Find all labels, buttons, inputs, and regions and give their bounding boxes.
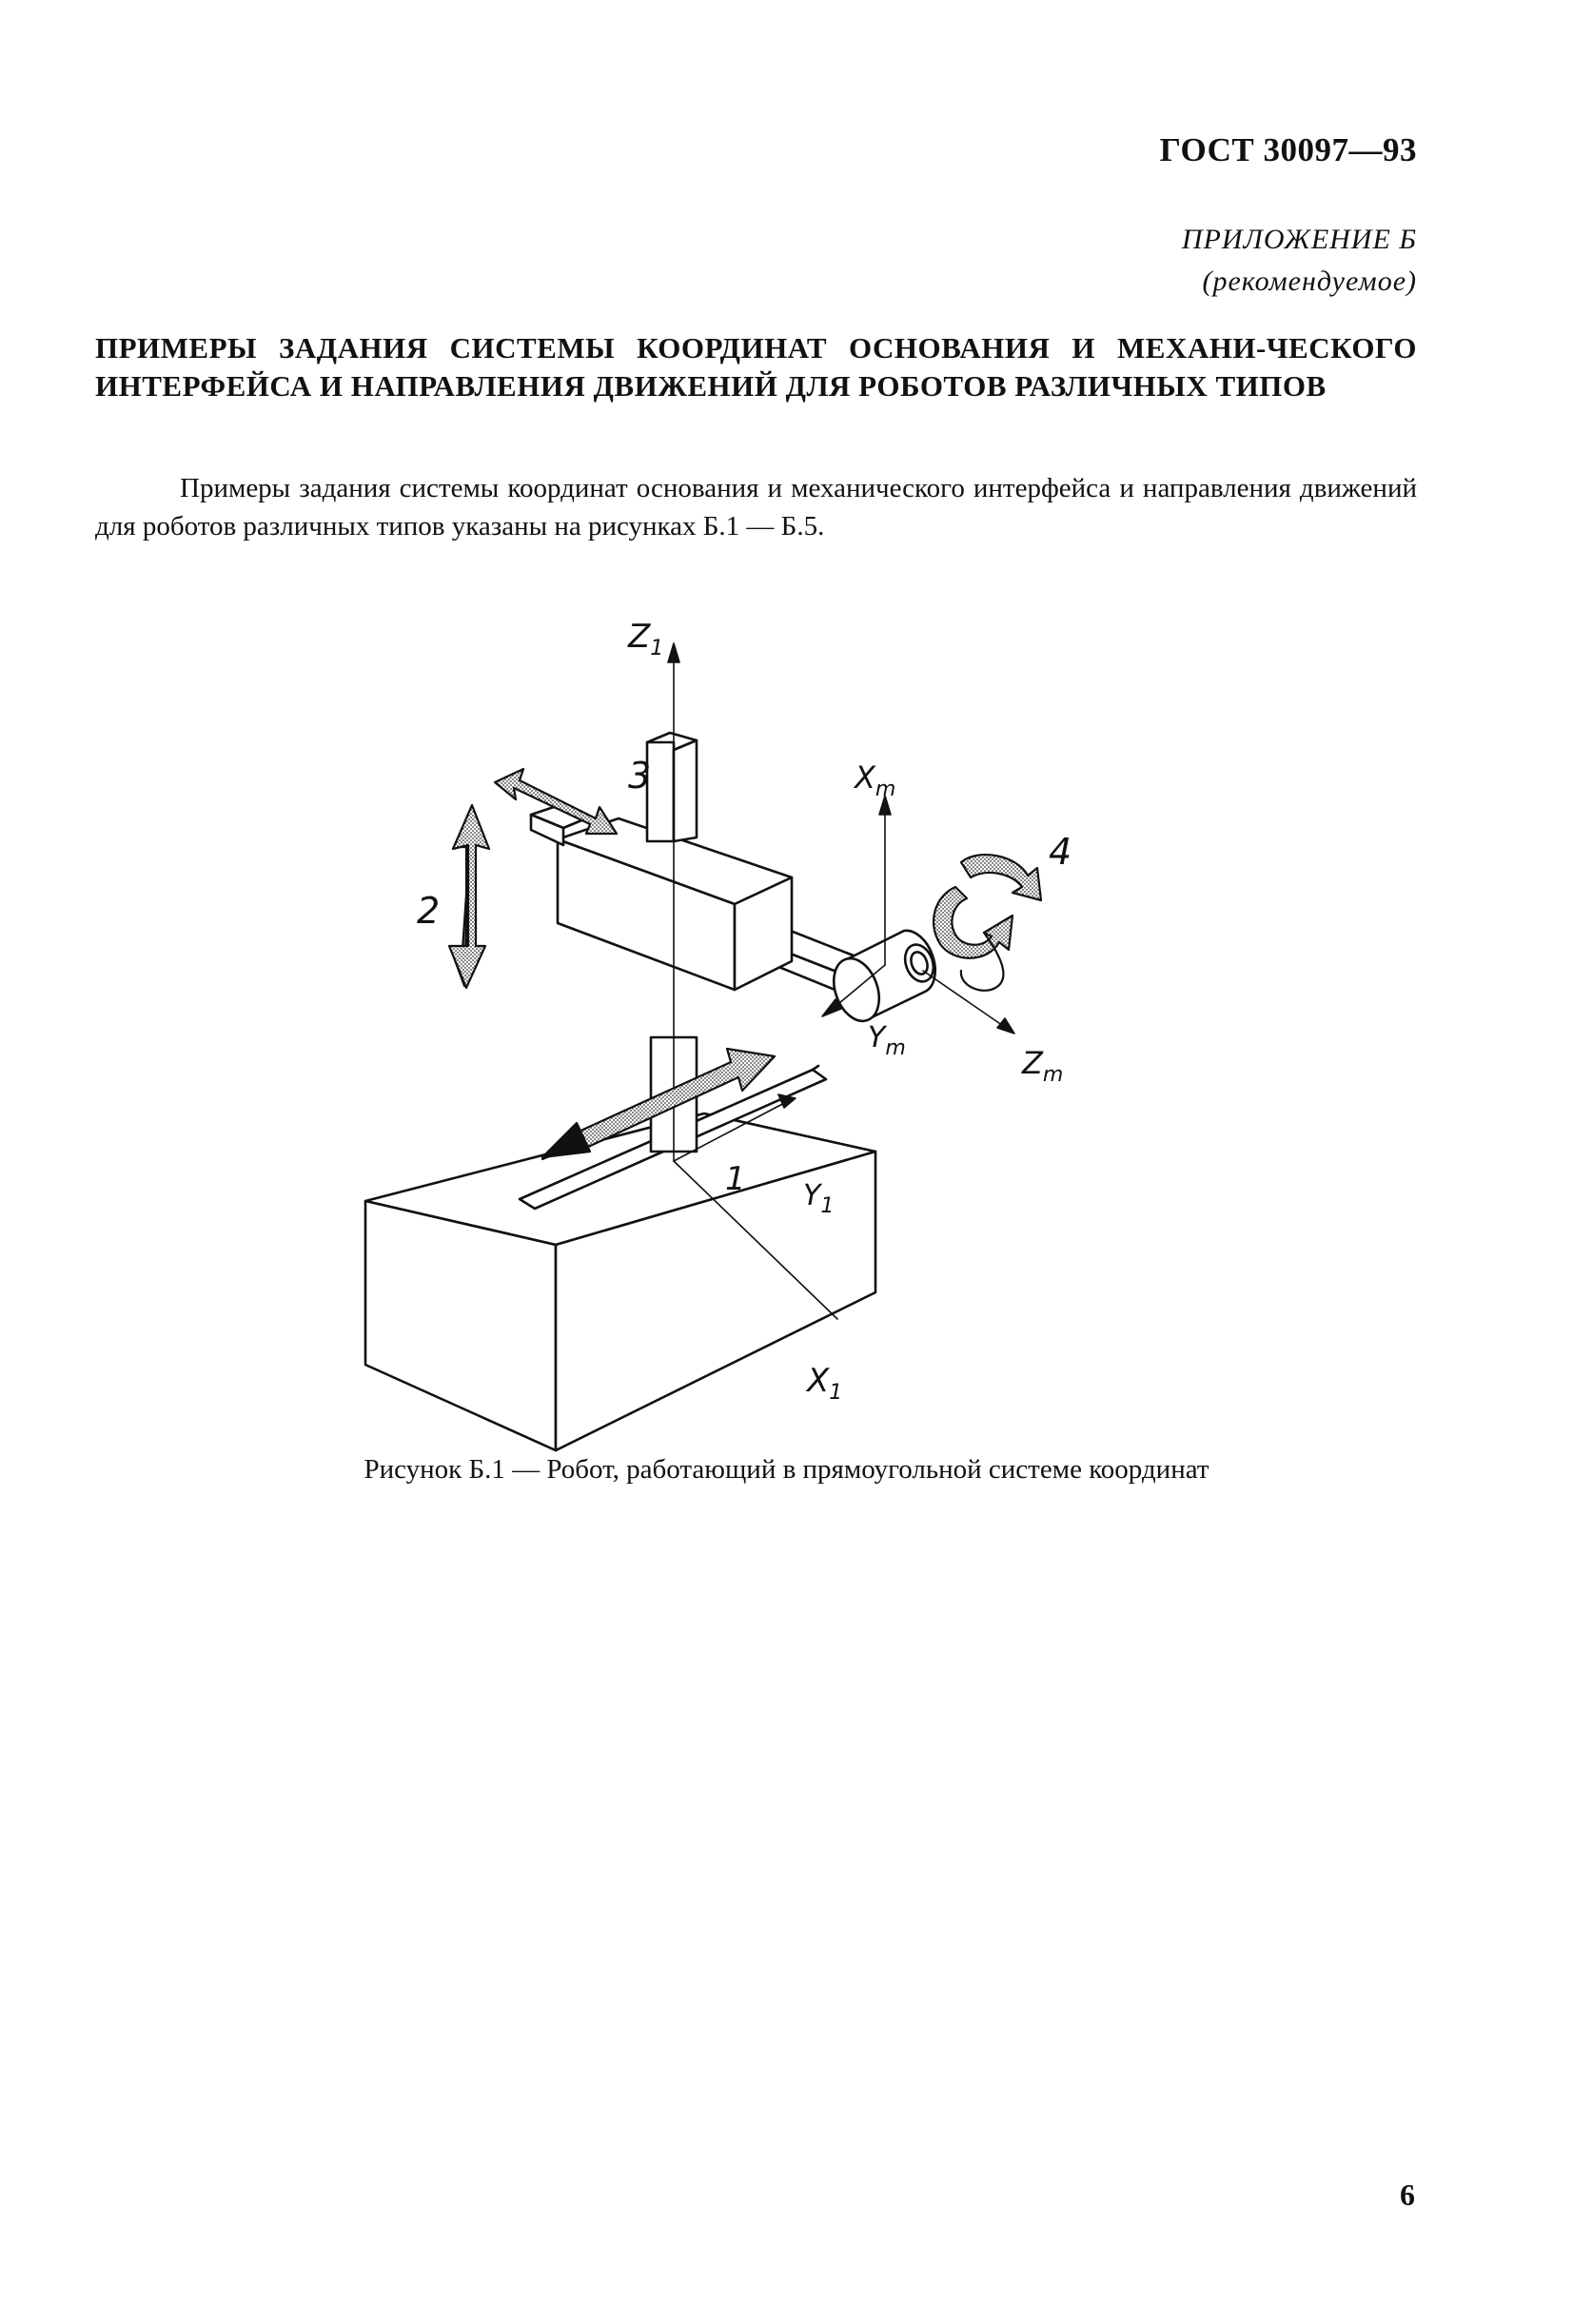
appendix-label: ПРИЛОЖЕНИЕ Б [1181, 224, 1417, 255]
page-number: 6 [1400, 2177, 1415, 2212]
body-paragraph: Примеры задания системы координат основания и механического интерфейса и направления движений для роботов различных типов указаны на рисунках Б.1 — Б.5. [95, 473, 1417, 542]
label-z1: $Z_1$ [628, 619, 664, 660]
label-xm: $X_m$ [855, 759, 896, 801]
section-title: ПРИМЕРЫ ЗАДАНИЯ СИСТЕМЫ КООРДИНАТ ОСНОВАНИЯ И МЕХАНИ-ЧЕСКОГО ИНТЕРФЕЙСА И НАПРАВЛЕНИЯ ДВИЖЕНИЙ ДЛЯ РОБОТОВ РАЗЛИЧНЫХ ТИПОВ [95, 331, 1417, 403]
vertical-mast [647, 733, 697, 841]
figure-caption: Рисунок Б.1 — Робот, работающий в прямоугольной системе координат [364, 1454, 1209, 1485]
label-motion-4: 4 [1049, 831, 1072, 873]
motion-arrow-4 [934, 855, 1041, 991]
label-motion-1: 1 [725, 1160, 746, 1198]
figure-robot-diagram [352, 619, 1190, 1456]
label-motion-2: 2 [417, 890, 441, 932]
label-y1: $Y_1$ [803, 1179, 835, 1218]
wrist-cylinder [826, 931, 938, 1028]
label-zm: $Z_m$ [1022, 1045, 1064, 1087]
label-ym: $Y_m$ [868, 1021, 906, 1060]
label-motion-3: 3 [628, 755, 652, 797]
appendix-status: (рекомендуемое) [1202, 266, 1417, 297]
appendix-heading [1182, 219, 1417, 303]
motion-arrow-2 [449, 805, 489, 988]
document-header: ГОСТ 30097—93 [1159, 131, 1417, 168]
label-x1: $X_1$ [807, 1362, 843, 1405]
